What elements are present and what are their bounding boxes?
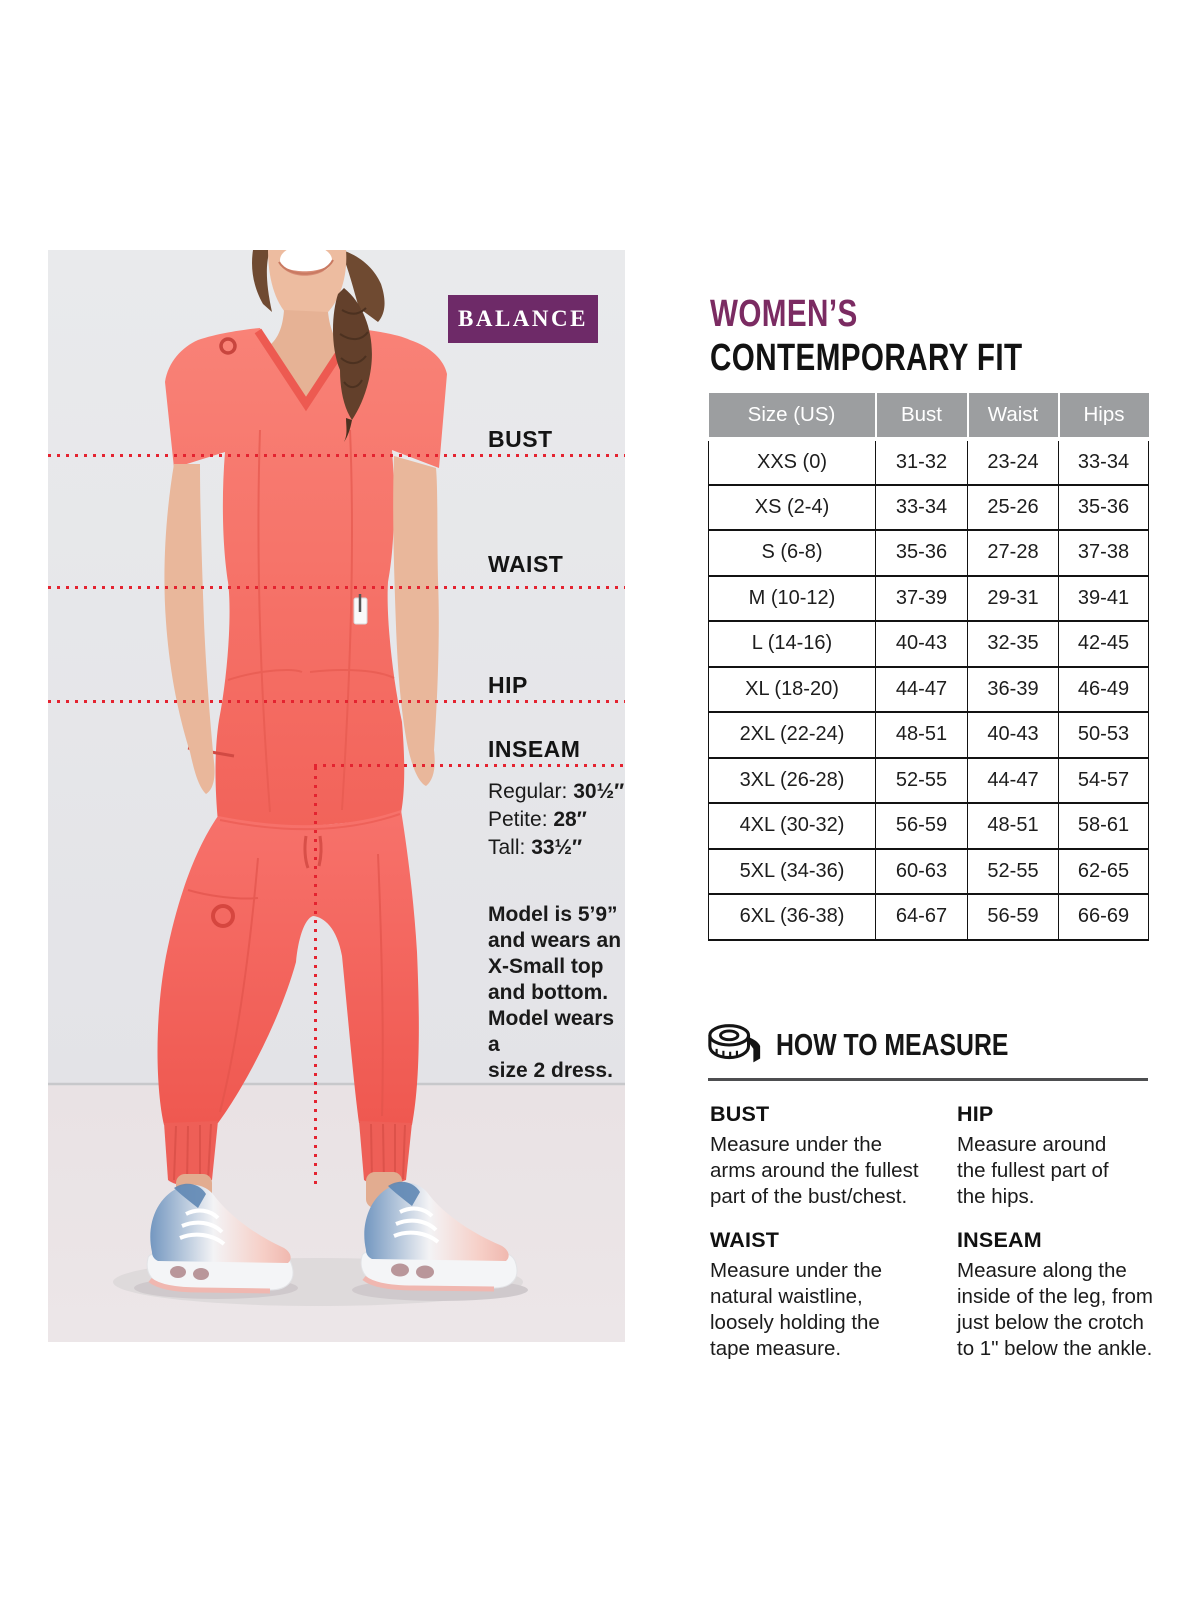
table-cell: 56-59 bbox=[968, 894, 1059, 940]
measure-section-text: Measure under the arms around the fullest part of the bust/chest. bbox=[710, 1133, 919, 1208]
table-row bbox=[709, 621, 1149, 667]
measure-section-title: WAIST bbox=[710, 1228, 780, 1252]
measure-sections bbox=[710, 1102, 1190, 1362]
measure-section-text: Measure around the fullest part of the hips. bbox=[957, 1133, 1109, 1208]
table-row bbox=[709, 712, 1149, 758]
page-title-line1: WOMEN’S bbox=[710, 293, 858, 335]
size-table bbox=[708, 393, 1149, 941]
size-table-body bbox=[709, 439, 1149, 940]
table-cell: 42-45 bbox=[1059, 621, 1149, 667]
table-cell: 2XL (22-24) bbox=[709, 712, 876, 758]
inseam-detail-line: Tall: 33½″ bbox=[488, 836, 583, 859]
how-to-measure-header bbox=[706, 1022, 1067, 1068]
table-row bbox=[709, 439, 1149, 485]
page-title-line2: CONTEMPORARY FIT bbox=[710, 337, 1023, 379]
measure-section-text: Measure along the inside of the leg, from just below the crotch to 1" below the ankle. bbox=[957, 1259, 1153, 1360]
measure-section-inseam bbox=[957, 1228, 1190, 1362]
table-cell: 50-53 bbox=[1059, 712, 1149, 758]
inseam-label: INSEAM bbox=[488, 736, 581, 762]
table-cell: 48-51 bbox=[968, 803, 1059, 849]
model-note-line: Model wears a bbox=[488, 1007, 615, 1056]
hip-dotted-line bbox=[48, 700, 625, 703]
table-cell: 62-65 bbox=[1059, 849, 1149, 895]
brand-badge: BALANCE bbox=[448, 295, 598, 343]
table-cell: L (14-16) bbox=[709, 621, 876, 667]
table-cell: 29-31 bbox=[968, 576, 1059, 622]
table-row bbox=[709, 530, 1149, 576]
table-cell: 46-49 bbox=[1059, 667, 1149, 713]
table-cell: XS (2-4) bbox=[709, 485, 876, 531]
table-row bbox=[709, 667, 1149, 713]
table-cell: 5XL (34-36) bbox=[709, 849, 876, 895]
measure-section-title: INSEAM bbox=[957, 1228, 1042, 1252]
measure-section-title: BUST bbox=[710, 1102, 770, 1126]
table-cell: 4XL (30-32) bbox=[709, 803, 876, 849]
table-cell: 40-43 bbox=[968, 712, 1059, 758]
table-cell: XL (18-20) bbox=[709, 667, 876, 713]
table-cell: 52-55 bbox=[968, 849, 1059, 895]
inseam-dotted-line bbox=[314, 764, 625, 767]
table-row bbox=[709, 894, 1149, 940]
table-cell: XXS (0) bbox=[709, 439, 876, 485]
table-cell: 60-63 bbox=[876, 849, 968, 895]
model-note-line: X-Small top bbox=[488, 955, 604, 978]
column-header: Bust bbox=[876, 393, 968, 439]
table-cell: 66-69 bbox=[1059, 894, 1149, 940]
table-cell: 37-39 bbox=[876, 576, 968, 622]
table-cell: S (6-8) bbox=[709, 530, 876, 576]
column-header: Waist bbox=[968, 393, 1059, 439]
table-cell: 54-57 bbox=[1059, 758, 1149, 804]
table-cell: 58-61 bbox=[1059, 803, 1149, 849]
table-cell: 3XL (26-28) bbox=[709, 758, 876, 804]
table-row bbox=[709, 485, 1149, 531]
bust-label: BUST bbox=[488, 426, 553, 452]
table-cell: 32-35 bbox=[968, 621, 1059, 667]
column-header: Hips bbox=[1059, 393, 1149, 439]
measure-section-bust bbox=[710, 1102, 957, 1210]
table-cell: 37-38 bbox=[1059, 530, 1149, 576]
model-note-line: and bottom. bbox=[488, 981, 609, 1004]
inseam-details bbox=[488, 778, 624, 862]
table-row bbox=[709, 576, 1149, 622]
table-cell: 44-47 bbox=[968, 758, 1059, 804]
table-cell: 39-41 bbox=[1059, 576, 1149, 622]
table-cell: 25-26 bbox=[968, 485, 1059, 531]
model-photo bbox=[48, 250, 625, 1342]
table-cell: 35-36 bbox=[876, 530, 968, 576]
size-table-header-row bbox=[709, 393, 1149, 439]
inseam-detail-line: Regular: 30½″ bbox=[488, 780, 625, 803]
table-cell: 40-43 bbox=[876, 621, 968, 667]
table-cell: 27-28 bbox=[968, 530, 1059, 576]
how-to-measure-title: HOW TO MEASURE bbox=[776, 1027, 1009, 1062]
table-cell: 64-67 bbox=[876, 894, 968, 940]
table-cell: 23-24 bbox=[968, 439, 1059, 485]
table-row bbox=[709, 758, 1149, 804]
table-cell: 6XL (36-38) bbox=[709, 894, 876, 940]
inseam-detail-line: Petite: 28″ bbox=[488, 808, 587, 831]
model-note-line: and wears an bbox=[488, 929, 622, 952]
model-note bbox=[488, 902, 625, 1084]
measure-section-waist bbox=[710, 1228, 957, 1362]
tape-measure-icon bbox=[706, 1022, 764, 1068]
table-cell: 36-39 bbox=[968, 667, 1059, 713]
table-cell: 35-36 bbox=[1059, 485, 1149, 531]
measure-section-title: HIP bbox=[957, 1102, 994, 1126]
measure-section-text: Measure under the natural waistline, loosely holding the tape measure. bbox=[710, 1259, 883, 1360]
table-cell: 48-51 bbox=[876, 712, 968, 758]
inseam-vertical-dotted-line bbox=[314, 767, 317, 1187]
hip-label: HIP bbox=[488, 672, 528, 698]
model-note-line: Model is 5’9” bbox=[488, 903, 618, 926]
table-cell: 33-34 bbox=[1059, 439, 1149, 485]
divider-rule bbox=[708, 1078, 1148, 1081]
waist-label: WAIST bbox=[488, 551, 564, 577]
table-cell: 33-34 bbox=[876, 485, 968, 531]
table-cell: 52-55 bbox=[876, 758, 968, 804]
column-header: Size (US) bbox=[709, 393, 876, 439]
measure-section-hip bbox=[957, 1102, 1190, 1210]
table-row bbox=[709, 849, 1149, 895]
waist-dotted-line bbox=[48, 586, 625, 589]
model-note-line: size 2 dress. bbox=[488, 1059, 613, 1082]
table-cell: 56-59 bbox=[876, 803, 968, 849]
table-row bbox=[709, 803, 1149, 849]
table-cell: 44-47 bbox=[876, 667, 968, 713]
page-title bbox=[710, 293, 1111, 384]
table-cell: M (10-12) bbox=[709, 576, 876, 622]
table-cell: 31-32 bbox=[876, 439, 968, 485]
bust-dotted-line bbox=[48, 454, 625, 457]
